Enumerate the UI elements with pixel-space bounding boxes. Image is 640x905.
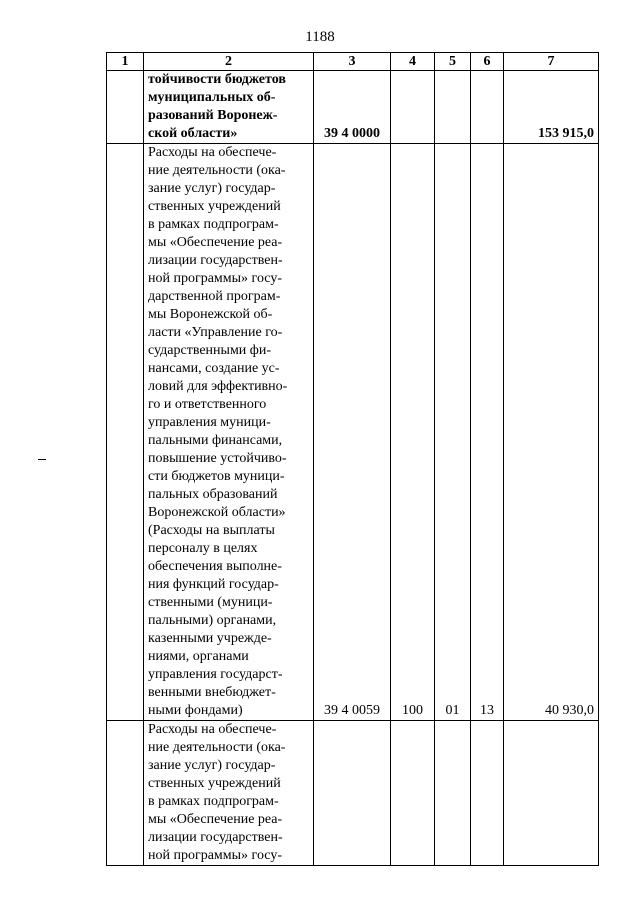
expense-type-cell: [391, 721, 435, 866]
column-header: 7: [504, 53, 599, 71]
description-cell: [144, 721, 314, 866]
description-text: тойчивости бюджетов муниципальных об- разований Воронеж- ской области»: [148, 72, 286, 141]
section-cell: 01: [435, 144, 471, 721]
amount-cell: 40 930,0: [504, 144, 599, 721]
row-number-cell: [107, 721, 144, 866]
margin-mark: [38, 459, 46, 460]
expense-type-cell: [391, 71, 435, 144]
table-row: [107, 721, 599, 866]
column-header: 1: [107, 53, 144, 71]
description-text: Расходы на обеспече- ние деятельности (ока- зание услуг) государ- ственных учреждений в рамках подпрограм- мы «Обеспечение реа- лизации государствен- ной программы» госу-: [148, 722, 286, 863]
target-article-cell: 39 4 0000: [314, 71, 391, 144]
description-cell: [144, 144, 314, 721]
amount-cell: 153 915,0: [504, 71, 599, 144]
column-header: 4: [391, 53, 435, 71]
amount-cell: [504, 721, 599, 866]
budget-table: [106, 52, 599, 866]
table-row: [107, 144, 599, 721]
target-article-cell: [314, 721, 391, 866]
section-cell: [435, 721, 471, 866]
column-header: 3: [314, 53, 391, 71]
description-cell: [144, 71, 314, 144]
column-header: 6: [471, 53, 504, 71]
row-number-cell: [107, 71, 144, 144]
table-header-row: [107, 53, 599, 71]
subsection-cell: [471, 721, 504, 866]
description-text: Расходы на обеспече- ние деятельности (ока- зание услуг) государ- ственных учреждений в рамках подпрограм- мы «Обеспечение реа- лизации государствен- ной программы» госу- дарственной програм- мы Воронежской об- ласти «Управление го- сударственными фи- нансами, создание ус- ловий для эффективно- го и ответственного управления муници- пальными финансами, повышение устойчиво- сти бюджетов муници- пальных образований Воронежской области» (Расходы на выплаты персоналу в целях обеспечения выполне- ния функций государ- ственными (муници- пальными) органами, казенными учрежде- ниями, органами управления государст- венными внебюджет- ными фондами): [148, 145, 288, 718]
column-header: 2: [144, 53, 314, 71]
section-cell: [435, 71, 471, 144]
subsection-cell: 13: [471, 144, 504, 721]
column-header: 5: [435, 53, 471, 71]
target-article-cell: 39 4 0059: [314, 144, 391, 721]
subsection-cell: [471, 71, 504, 144]
row-number-cell: [107, 144, 144, 721]
table-row: [107, 71, 599, 144]
page-number: 1188: [305, 29, 335, 45]
expense-type-cell: 100: [391, 144, 435, 721]
